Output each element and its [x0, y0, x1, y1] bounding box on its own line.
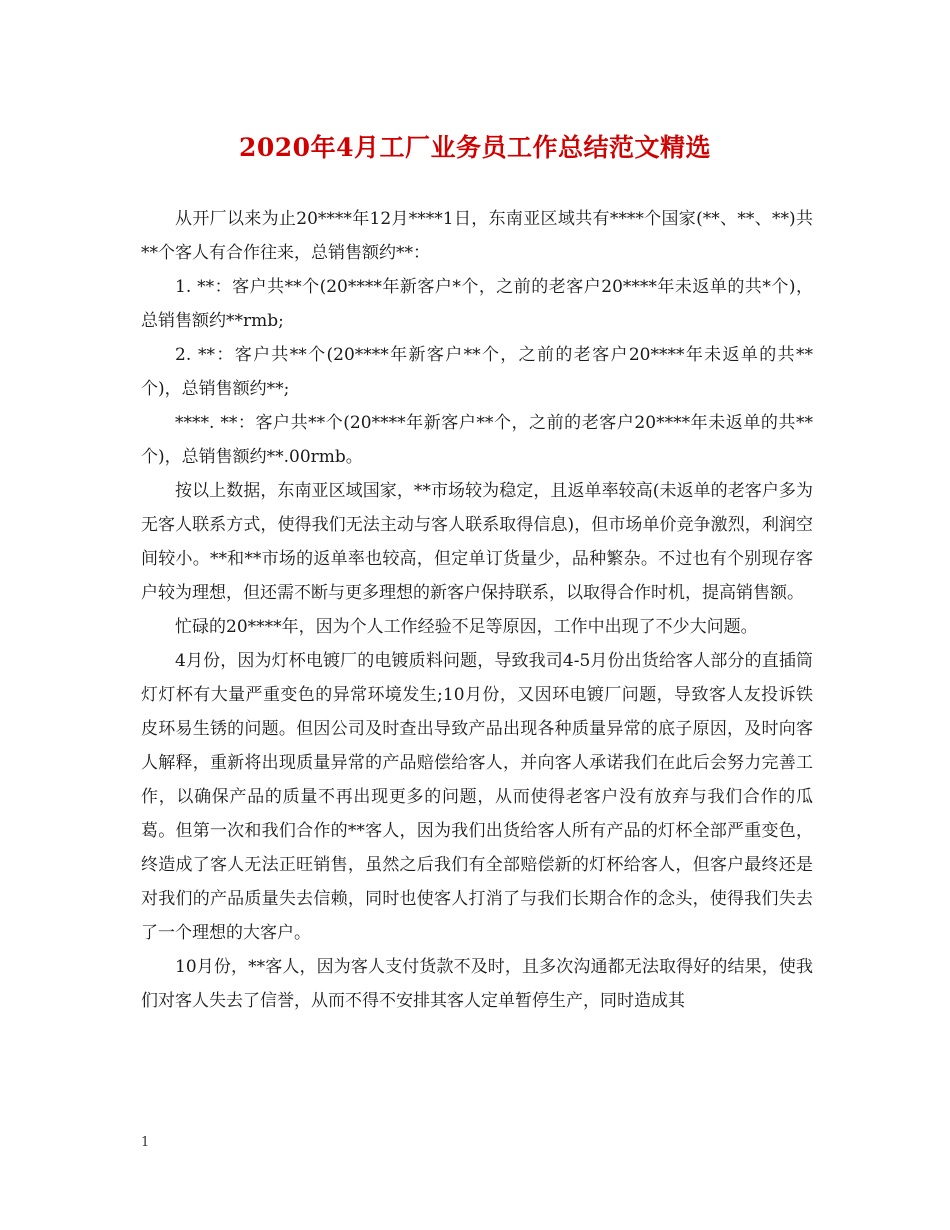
document-title: 2020年4月工厂业务员工作总结范文精选 — [239, 133, 711, 162]
page-number: 1 — [141, 1135, 150, 1150]
paragraph: 忙碌的20****年，因为个人工作经验不足等原因，工作中出现了不少大问题。 — [175, 617, 758, 637]
document-body — [141, 202, 813, 1018]
paragraph: 1. **：客户共**个(20****年新客户*个，之前的老客户20****年未返单的共*个)，总销售额约**rmb; — [141, 277, 813, 331]
paragraph: 从开厂以来为止20****年12月****1日，东南亚区域共有****个国家(**、**、**)共**个客人有合作往来，总销售额约**： — [141, 209, 813, 263]
paragraph: 10月份，**客人，因为客人支付货款不及时，且多次沟通都无法取得好的结果，使我们对客人失去了信誉，从而不得不安排其客人定单暂停生产，同时造成其 — [141, 957, 813, 1011]
paragraph: 2. **：客户共**个(20****年新客户**个，之前的老客户20****年未返单的共**个)，总销售额约**; — [141, 345, 813, 399]
paragraph: 按以上数据，东南亚区域国家，**市场较为稳定，且返单率较高(未返单的老客户多为无客人联系方式，使得我们无法主动与客人联系取得信息)，但市场单价竞争激烈，利润空间较小。**和**市场的返单率也较高，但定单订货量少，品种繁杂。不过也有个别现存客户较为理想，但还需不断与更多理想的新客户保持联系，以取得合作时机，提高销售额。 — [141, 481, 813, 603]
paragraph: ****. **：客户共**个(20****年新客户**个，之前的老客户20****年未返单的共**个)，总销售额约**.00rmb。 — [141, 413, 813, 467]
paragraph: 4月份，因为灯杯电镀厂的电镀质料问题，导致我司4-5月份出货给客人部分的直插筒灯灯杯有大量严重变色的异常环境发生;10月份，又因环电镀厂问题，导致客人友投诉铁皮环易生锈的问题。但因公司及时查出导致产品出现各种质量异常的底子原因，及时向客人解释，重新将出现质量异常的产品赔偿给客人，并向客人承诺我们在此后会努力完善工作，以确保产品的质量不再出现更多的问题，从而使得老客户没有放弃与我们合作的瓜葛。但第一次和我们合作的**客人，因为我们出货给客人所有产品的灯杯全部严重变色，终造成了客人无法正旺销售，虽然之后我们有全部赔偿新的灯杯给客人，但客户最终还是对我们的产品质量失去信赖，同时也使客人打消了与我们长期合作的念头，使得我们失去了一个理想的大客户。 — [141, 651, 813, 943]
